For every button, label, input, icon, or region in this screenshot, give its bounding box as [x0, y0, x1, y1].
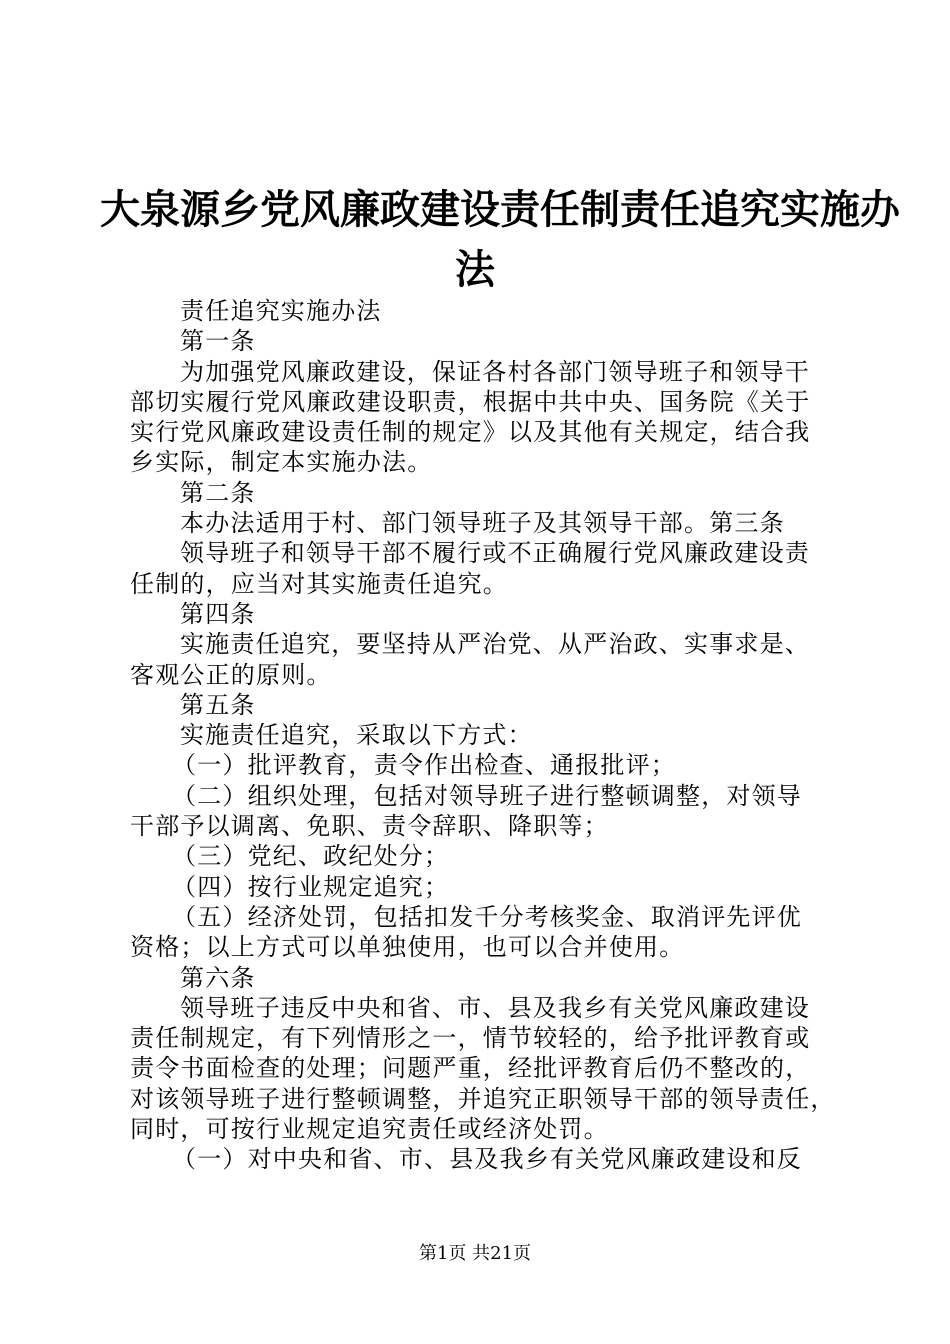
text-line: 责令书面检查的处理；问题严重，经批评教育后仍不整改的， [130, 1054, 811, 1083]
text-line: 领导班子和领导干部不履行或不正确履行党风廉政建设责 [180, 539, 810, 568]
text-line: （三）党纪、政纪处分； [172, 842, 450, 871]
text-line: 第六条 [180, 963, 256, 992]
text-line: 客观公正的原则。 [130, 660, 332, 689]
text-line: 责任制规定，有下列情形之一，情节较轻的，给予批评教育或 [130, 1024, 811, 1053]
text-line: 为加强党风廉政建设，保证各村各部门领导班子和领导干 [180, 357, 810, 386]
text-line: 部切实履行党风廉政建设职责，根据中共中央、国务院《关于 [130, 387, 811, 416]
text-line: 同时，可按行业规定追究责任或经济处罚。 [130, 1115, 609, 1144]
text-line: 第四条 [180, 599, 256, 628]
text-line: （一）对中央和省、市、县及我乡有关党风廉政建设和反 [172, 1145, 802, 1174]
text-line: 本办法适用于村、部门领导班子及其领导干部。第三条 [180, 509, 785, 538]
text-line: （一）批评教育，责令作出检查、通报批评； [172, 751, 676, 780]
text-line: （二）组织处理，包括对领导班子进行整顿调整，对领导 [172, 781, 802, 810]
page-footer: 第1页 共21页 [418, 1243, 532, 1264]
text-line: 第一条 [180, 327, 256, 356]
text-line: 乡实际，制定本实施办法。 [130, 448, 433, 477]
text-line: 实施责任追究，要坚持从严治党、从严治政、实事求是、 [180, 630, 810, 659]
text-line: 实施责任追究，采取以下方式： [180, 721, 533, 750]
text-line: 干部予以调离、免职、责令辞职、降职等； [130, 812, 609, 841]
text-line: 资格；以上方式可以单独使用，也可以合并使用。 [130, 933, 685, 962]
text-line: 任制的，应当对其实施责任追究。 [130, 569, 508, 598]
text-line: 第五条 [180, 690, 256, 719]
text-line: 责任追究实施办法 [180, 297, 382, 325]
text-line: 对该领导班子进行整顿调整，并追究正职领导干部的领导责任， [130, 1084, 836, 1113]
text-line: （五）经济处罚，包括扣发千分考核奖金、取消评先评优 [172, 902, 802, 931]
title-line-1: 大泉源乡党风廉政建设责任制责任追究实施办 [100, 186, 900, 233]
document-body [130, 296, 840, 1175]
text-line: 实行党风廉政建设责任制的规定》以及其他有关规定，结合我 [130, 418, 811, 447]
text-line: 领导班子违反中央和省、市、县及我乡有关党风廉政建设 [180, 993, 810, 1022]
title-line-2: 法 [455, 246, 495, 293]
document-title [100, 180, 900, 300]
text-line: 第二条 [180, 478, 256, 507]
text-line: （四）按行业规定追究； [172, 872, 450, 901]
